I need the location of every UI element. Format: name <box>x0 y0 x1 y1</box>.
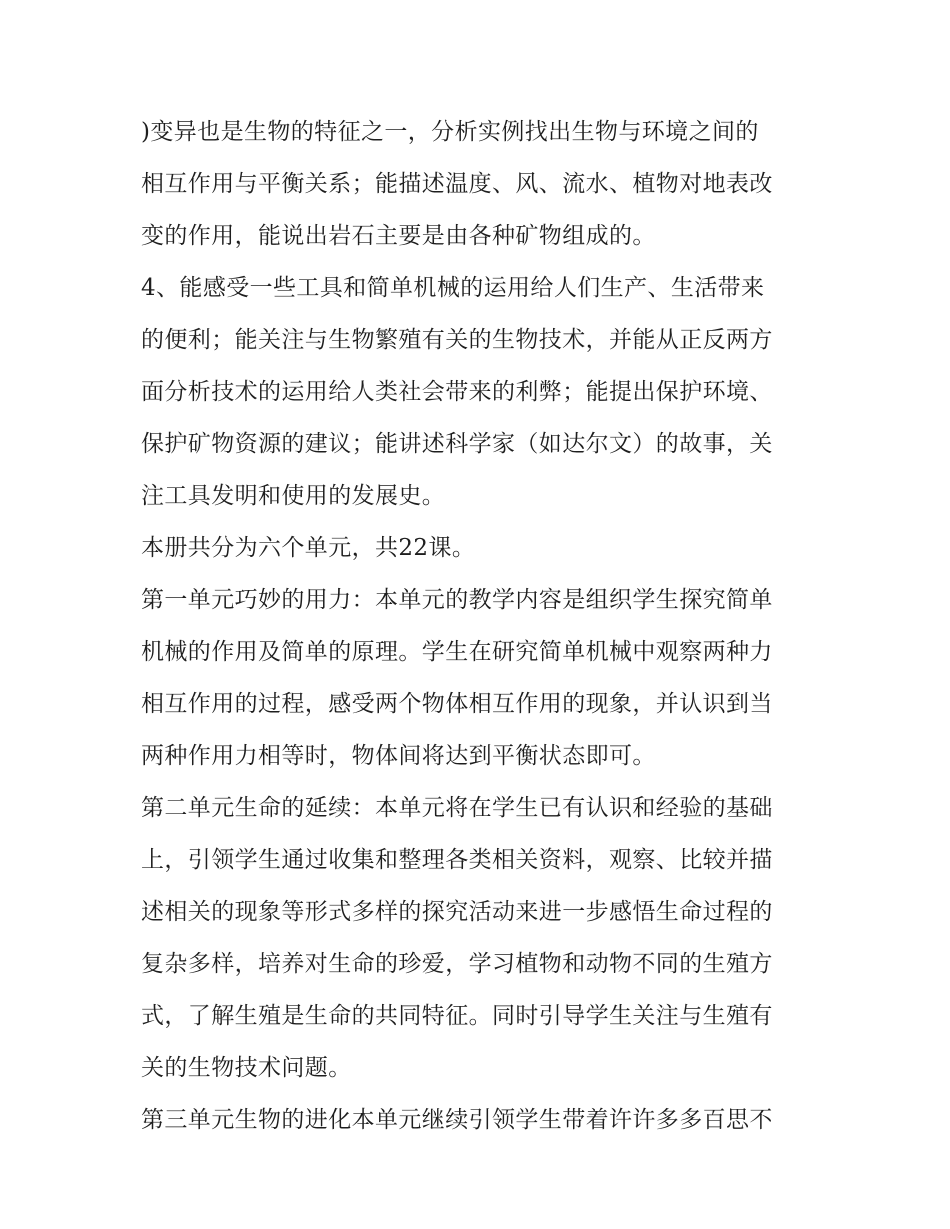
text-line: 述相关的现象等形式多样的探究活动来进一步感悟生命过程的 <box>141 899 773 925</box>
text-line: 关的生物技术问题。 <box>141 1055 352 1081</box>
text-line: 相互作用的过程，感受两个物体相互作用的现象，并认识到当 <box>141 691 773 717</box>
text-line: )变异也是生物的特征之一，分析实例找出生物与环境之间的 <box>141 119 759 145</box>
text-line: 第一单元巧妙的用力：本单元的教学内容是组织学生探究简单 <box>141 587 773 613</box>
text-line: 本册共分为六个单元，共22课。 <box>141 535 476 561</box>
text-line: 4、能感受一些工具和简单机械的运用给人们生产、生活带来 <box>141 275 765 301</box>
text-line: 面分析技术的运用给人类社会带来的利弊；能提出保护环境、 <box>141 379 773 405</box>
text-line: 注工具发明和使用的发展史。 <box>141 483 446 509</box>
document-body <box>141 106 816 1146</box>
text-line: 机械的作用及简单的原理。学生在研究简单机械中观察两种力 <box>141 639 773 665</box>
text-line: 变的作用，能说出岩石主要是由各种矿物组成的。 <box>141 223 656 249</box>
text-line: 式，了解生殖是生命的共同特征。同时引导学生关注与生殖有 <box>141 1003 773 1029</box>
text-line: 第三单元生物的进化本单元继续引领学生带着许许多多百思不 <box>141 1107 773 1133</box>
text-line: 保护矿物资源的建议；能讲述科学家（如达尔文）的故事，关 <box>141 431 773 457</box>
text-line: 复杂多样，培养对生命的珍爱，学习植物和动物不同的生殖方 <box>141 951 773 977</box>
text-line: 第二单元生命的延续：本单元将在学生已有认识和经验的基础 <box>141 795 773 821</box>
text-line: 上，引领学生通过收集和整理各类相关资料，观察、比较并描 <box>141 847 773 873</box>
text-line: 相互作用与平衡关系；能描述温度、风、流水、植物对地表改 <box>141 171 773 197</box>
text-line: 的便利；能关注与生物繁殖有关的生物技术，并能从正反两方 <box>141 327 773 353</box>
text-line: 两种作用力相等时，物体间将达到平衡状态即可。 <box>141 743 656 769</box>
